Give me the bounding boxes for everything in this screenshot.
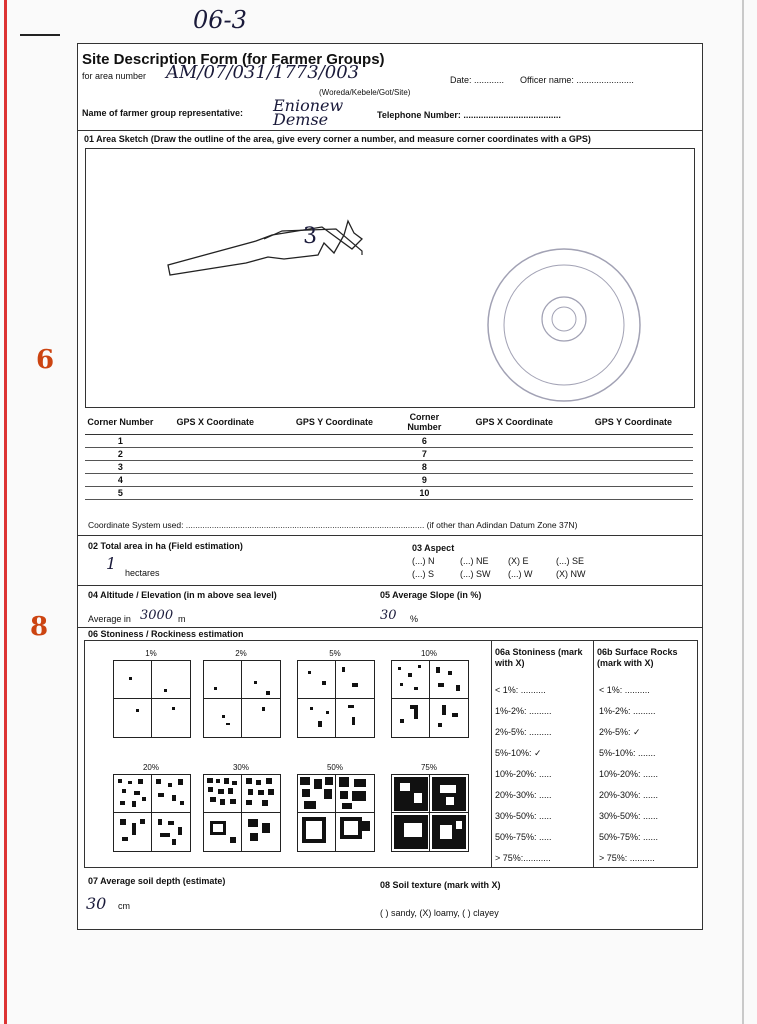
stoniness-grid-30 (203, 774, 281, 852)
stoniness-grid-1 (113, 660, 191, 738)
gps-x-cell[interactable] (156, 435, 275, 448)
soil-depth-unit: cm (118, 901, 130, 911)
stamp (488, 249, 640, 401)
stoniness-option[interactable]: 1%-2%: ......... (495, 706, 552, 716)
rocks-option[interactable]: 20%-30%: ...... (599, 790, 659, 800)
soil-depth-label: 07 Average soil depth (estimate) (88, 876, 226, 886)
officer-name-field[interactable]: Officer name: ....................... (520, 75, 634, 85)
altitude-unit: m (178, 614, 186, 624)
total-area-label: 02 Total area in ha (Field estimation) (88, 541, 243, 551)
col-header: Corner Number (85, 410, 156, 435)
aspect-n[interactable]: (...) N (412, 556, 435, 566)
corner-number: 6 (394, 435, 455, 448)
gps-x-cell[interactable] (455, 435, 574, 448)
rocks-option[interactable]: 50%-75%: ...... (599, 832, 659, 842)
stoniness-option[interactable]: 30%-50%: ..... (495, 811, 552, 821)
stoniness-grid-5 (297, 660, 375, 738)
stoniness-grid-2 (203, 660, 281, 738)
gps-y-cell[interactable] (574, 474, 693, 487)
total-area-unit: hectares (125, 568, 160, 578)
altitude-label: 04 Altitude / Elevation (in m above sea level) (88, 590, 277, 600)
col-header: Corner Number (394, 410, 455, 435)
aspect-e[interactable]: (X) E (508, 556, 529, 566)
gps-y-cell[interactable] (574, 487, 693, 500)
rocks-option[interactable]: 5%-10%: ....... (599, 748, 656, 758)
corner-number: 2 (85, 448, 156, 461)
grid-label: 50% (326, 763, 343, 772)
gps-y-cell[interactable] (574, 461, 693, 474)
aspect-nw[interactable]: (X) NW (556, 569, 586, 579)
stoniness-grid-50 (297, 774, 375, 852)
table-row (85, 461, 693, 474)
gps-x-cell[interactable] (455, 448, 574, 461)
gps-y-cell[interactable] (574, 448, 693, 461)
gps-x-cell[interactable] (455, 461, 574, 474)
page-edge (4, 0, 7, 1024)
stoniness-grid-75 (391, 774, 469, 852)
stoniness-panel (84, 640, 698, 868)
aspect-sw[interactable]: (...) SW (460, 569, 491, 579)
altitude-prefix: Average in (88, 614, 131, 624)
gps-x-cell[interactable] (156, 448, 275, 461)
sketch-label: 01 Area Sketch (Draw the outline of the area, give every corner a number, and measure corner coordinates with a GPS) (84, 134, 591, 144)
form-title: Site Description Form (for Farmer Groups) (82, 51, 385, 68)
page-number: 06-3 (193, 6, 247, 34)
aspect-se[interactable]: (...) SE (556, 556, 585, 566)
rocks-option[interactable]: > 75%: .......... (599, 853, 655, 863)
gps-x-cell[interactable] (455, 487, 574, 500)
col-header: GPS X Coordinate (455, 410, 574, 435)
grid-label: 75% (420, 763, 437, 772)
aspect-w[interactable]: (...) W (508, 569, 533, 579)
grid-label: 1% (145, 649, 157, 658)
rocks-option[interactable]: 30%-50%: ...... (599, 811, 659, 821)
gps-x-cell[interactable] (156, 474, 275, 487)
page-edge (742, 0, 744, 1024)
col-header: GPS X Coordinate (156, 410, 275, 435)
area-number-hint: (Woreda/Kebele/Got/Site) (319, 88, 411, 97)
grid-label: 30% (232, 763, 249, 772)
gps-x-cell[interactable] (455, 474, 574, 487)
slope-label: 05 Average Slope (in %) (380, 590, 482, 600)
grid-label: 20% (142, 763, 159, 772)
phone-field[interactable]: Telephone Number: ....................................... (377, 110, 561, 120)
rocks-option[interactable]: 2%-5%: ✓ (599, 727, 641, 737)
table-row (85, 435, 693, 448)
pen-mark (20, 34, 60, 36)
corner-number: 5 (85, 487, 156, 500)
gps-y-cell[interactable] (275, 435, 394, 448)
table-row (85, 487, 693, 500)
stoniness-option[interactable]: < 1%: .......... (495, 685, 546, 695)
slope-unit: % (410, 614, 419, 624)
rocks-head: 06b Surface Rocks (mark with X) (597, 647, 678, 668)
stoniness-grid-10 (391, 660, 469, 738)
gps-y-cell[interactable] (275, 448, 394, 461)
rocks-option[interactable]: 10%-20%: ...... (599, 769, 659, 779)
corner-number: 8 (394, 461, 455, 474)
grid-label: 10% (420, 649, 437, 658)
gps-coordinates-table (85, 410, 693, 500)
gps-y-cell[interactable] (275, 461, 394, 474)
grid-label: 5% (329, 649, 341, 658)
corner-number: 4 (85, 474, 156, 487)
grid-label: 2% (235, 649, 247, 658)
margin-mark: 8 (30, 612, 49, 642)
altitude-value[interactable]: 3000 (140, 608, 174, 623)
gps-y-cell[interactable] (574, 435, 693, 448)
slope-value[interactable]: 30 (380, 608, 397, 623)
soil-texture-label: 08 Soil texture (mark with X) (380, 880, 501, 890)
area-number-label: for area number (82, 71, 147, 81)
soil-texture-options[interactable]: ( ) sandy, (X) loamy, ( ) clayey (380, 908, 499, 918)
stoniness-option[interactable]: 5%-10%: ✓ (495, 748, 542, 758)
gps-x-cell[interactable] (156, 461, 275, 474)
area-sketch[interactable] (85, 148, 695, 408)
total-area-value[interactable]: 1 (106, 554, 117, 573)
gps-x-cell[interactable] (156, 487, 275, 500)
table-row (85, 474, 693, 487)
rocks-option[interactable]: 1%-2%: ......... (599, 706, 656, 716)
date-field[interactable]: Date: ............ (450, 75, 505, 85)
rocks-option[interactable]: < 1%: .......... (599, 685, 650, 695)
aspect-s[interactable]: (...) S (412, 569, 434, 579)
rep-value[interactable]: Enionew Demse (273, 96, 344, 129)
sketch-corner-number: 3 (303, 224, 317, 249)
corner-number: 3 (85, 461, 156, 474)
corner-number: 1 (85, 435, 156, 448)
stoniness-option[interactable]: 20%-30%: ..... (495, 790, 552, 800)
stoniness-option[interactable]: 50%-75%: ..... (495, 832, 552, 842)
stoniness-option[interactable]: > 75%:........... (495, 853, 551, 863)
soil-depth-value[interactable]: 30 (86, 894, 107, 913)
stoniness-option[interactable]: 2%-5%: ......... (495, 727, 552, 737)
gps-y-cell[interactable] (275, 474, 394, 487)
rep-label: Name of farmer group representative: (82, 108, 244, 118)
coordinate-system-field[interactable]: Coordinate System used: ..................................................................................................... (if other than Adindan Datum Zone 37N) (88, 520, 578, 530)
corner-number: 7 (394, 448, 455, 461)
gps-y-cell[interactable] (275, 487, 394, 500)
col-header: GPS Y Coordinate (275, 410, 394, 435)
stoniness-head: 06a Stoniness (mark with X) (495, 647, 583, 668)
corner-number: 9 (394, 474, 455, 487)
stoniness-grid-20 (113, 774, 191, 852)
stoniness-option[interactable]: 10%-20%: ..... (495, 769, 552, 779)
col-header: GPS Y Coordinate (574, 410, 693, 435)
stoniness-label: 06 Stoniness / Rockiness estimation (88, 629, 244, 639)
margin-mark: 6 (36, 345, 55, 375)
table-row (85, 448, 693, 461)
aspect-ne[interactable]: (...) NE (460, 556, 489, 566)
corner-number: 10 (394, 487, 455, 500)
site-description-form (77, 43, 703, 930)
sketch-drawing (86, 149, 694, 407)
area-number-value[interactable]: AM/07/031/1773/003 (166, 62, 360, 83)
aspect-label: 03 Aspect (412, 543, 455, 553)
